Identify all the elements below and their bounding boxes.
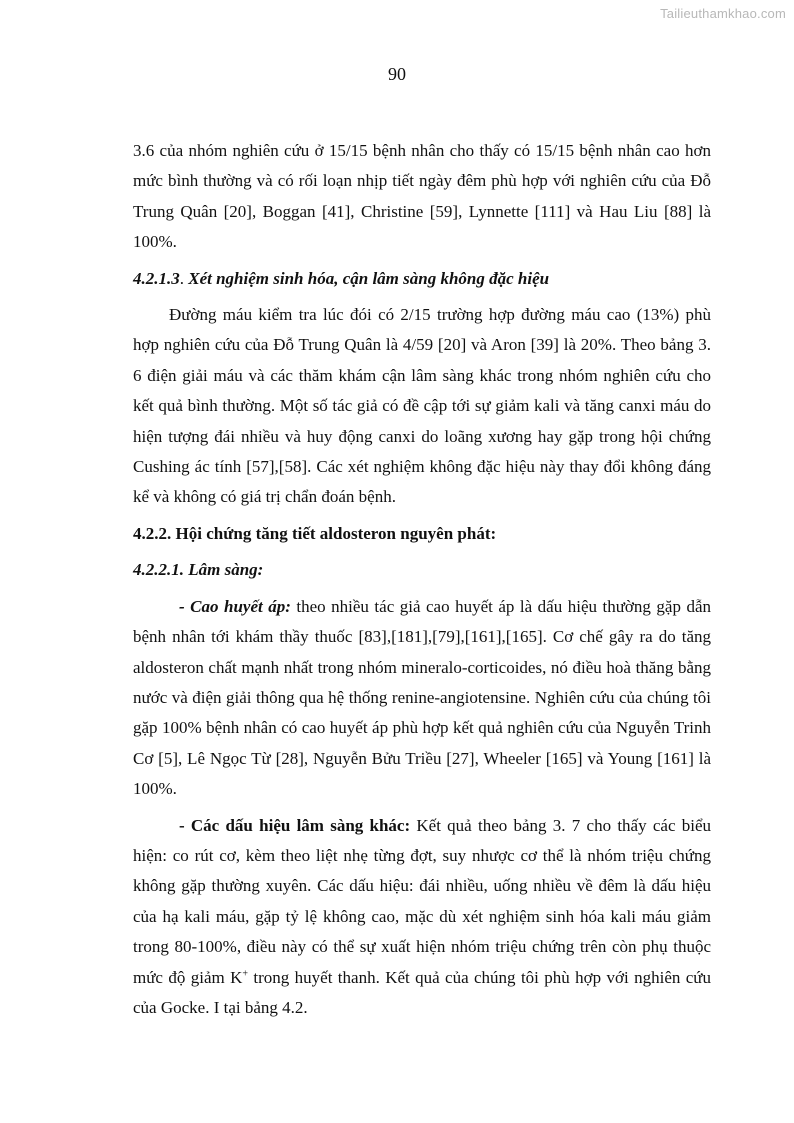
heading-separator: . [179, 268, 184, 288]
lead-hypertension: - Cao huyết áp: [179, 596, 291, 616]
text-other-signs-1: Kết quả theo bảng 3. 7 cho thấy các biểu hiện: co rút cơ, kèm theo liệt nhẹ từng đợt, suy nhược cơ thể là nhóm triệu chứng không gặp thường xuyên. Các dấu hiệu: đái nhiều, uống nhiều về đêm là dấu hiệu của hạ kali máu, gặp tỷ lệ không cao, mặc dù xét nghiệm sinh hóa kali máu giảm trong 80-100%, điều này có thể sự xuất hiện nhóm triệu chứng trên còn phụ thuộc mức độ giảm K [133, 815, 712, 987]
heading-4-2-2-1: 4.2.2.1. Lâm sàng: [133, 560, 264, 580]
superscript-plus: + [242, 967, 249, 979]
page-number: 90 [388, 64, 406, 84]
document-body [133, 136, 711, 1029]
paragraph-other-signs [133, 811, 711, 1024]
lead-other-signs: - Các dấu hiệu lâm sàng khác: [179, 815, 411, 835]
paragraph-continuation: 3.6 của nhóm nghiên cứu ở 15/15 bệnh nhân cho thấy có 15/15 bệnh nhân cao hơn mức bình thường và có rối loạn nhịp tiết ngày đêm phù hợp với nghiên cứu của Đỗ Trung Quân [20], Boggan [41], Christine [59], Lynnette [111] và Hau Liu [88] là 100%. [133, 141, 711, 252]
text-hypertension: theo nhiều tác giả cao huyết áp là dấu hiệu thường gặp dẫn bệnh nhân tới khám thầy thuốc [83],[181],[79],[161],[165]. Cơ chế gây ra do tăng aldosteron chất mạnh nhất trong nhóm mineralo-corticoides, nó điều hoà thăng bằng nước và điện giải thông qua hệ thống renine-angiotensine. Nghiên cứu của chúng tôi gặp 100% bệnh nhân có cao huyết áp phù hợp kết quả nghiên cứu của Nguyễn Trinh Cơ [5], Lê Ngọc Từ [28], Nguyễn Bửu Triều [27], Wheeler [165] và Young [161] là 100%. [133, 596, 712, 799]
text-other-signs-2: trong huyết thanh. Kết quả của chúng tôi phù hợp với nghiên cứu của Gocke. I tại bảng 4.2. [133, 967, 711, 1017]
heading-4-2-2: 4.2.2. Hội chứng tăng tiết aldosteron nguyên phát: [133, 523, 497, 543]
heading-text: Xét nghiệm sinh hóa, cận lâm sàng không đặc hiệu [184, 268, 550, 288]
heading-number: 4.2.1.3 [133, 268, 180, 288]
heading-4-2-1-3 [133, 264, 711, 294]
paragraph-hypertension [133, 592, 711, 805]
paragraph-blood-tests: Đường máu kiểm tra lúc đói có 2/15 trường hợp đường máu cao (13%) phù hợp nghiên cứu của Đỗ Trung Quân là 4/59 [20] và Aron [39] là 20%. Theo bảng 3. 6 điện giải máu và các thăm khám cận lâm sàng khác trong nhóm nghiên cứu cho kết quả bình thường. Một số tác giả có đề cập tới sự giảm kali và tăng canxi máu do hiện tượng đái nhiều và huy động canxi do loãng xương hay gặp trong hội chứng Cushing ác tính [57],[58]. Các xét nghiệm không đặc hiệu này thay đổi không đáng kể và không có giá trị chẩn đoán bệnh. [133, 305, 711, 507]
watermark: Tailieuthamkhao.com [660, 6, 786, 21]
